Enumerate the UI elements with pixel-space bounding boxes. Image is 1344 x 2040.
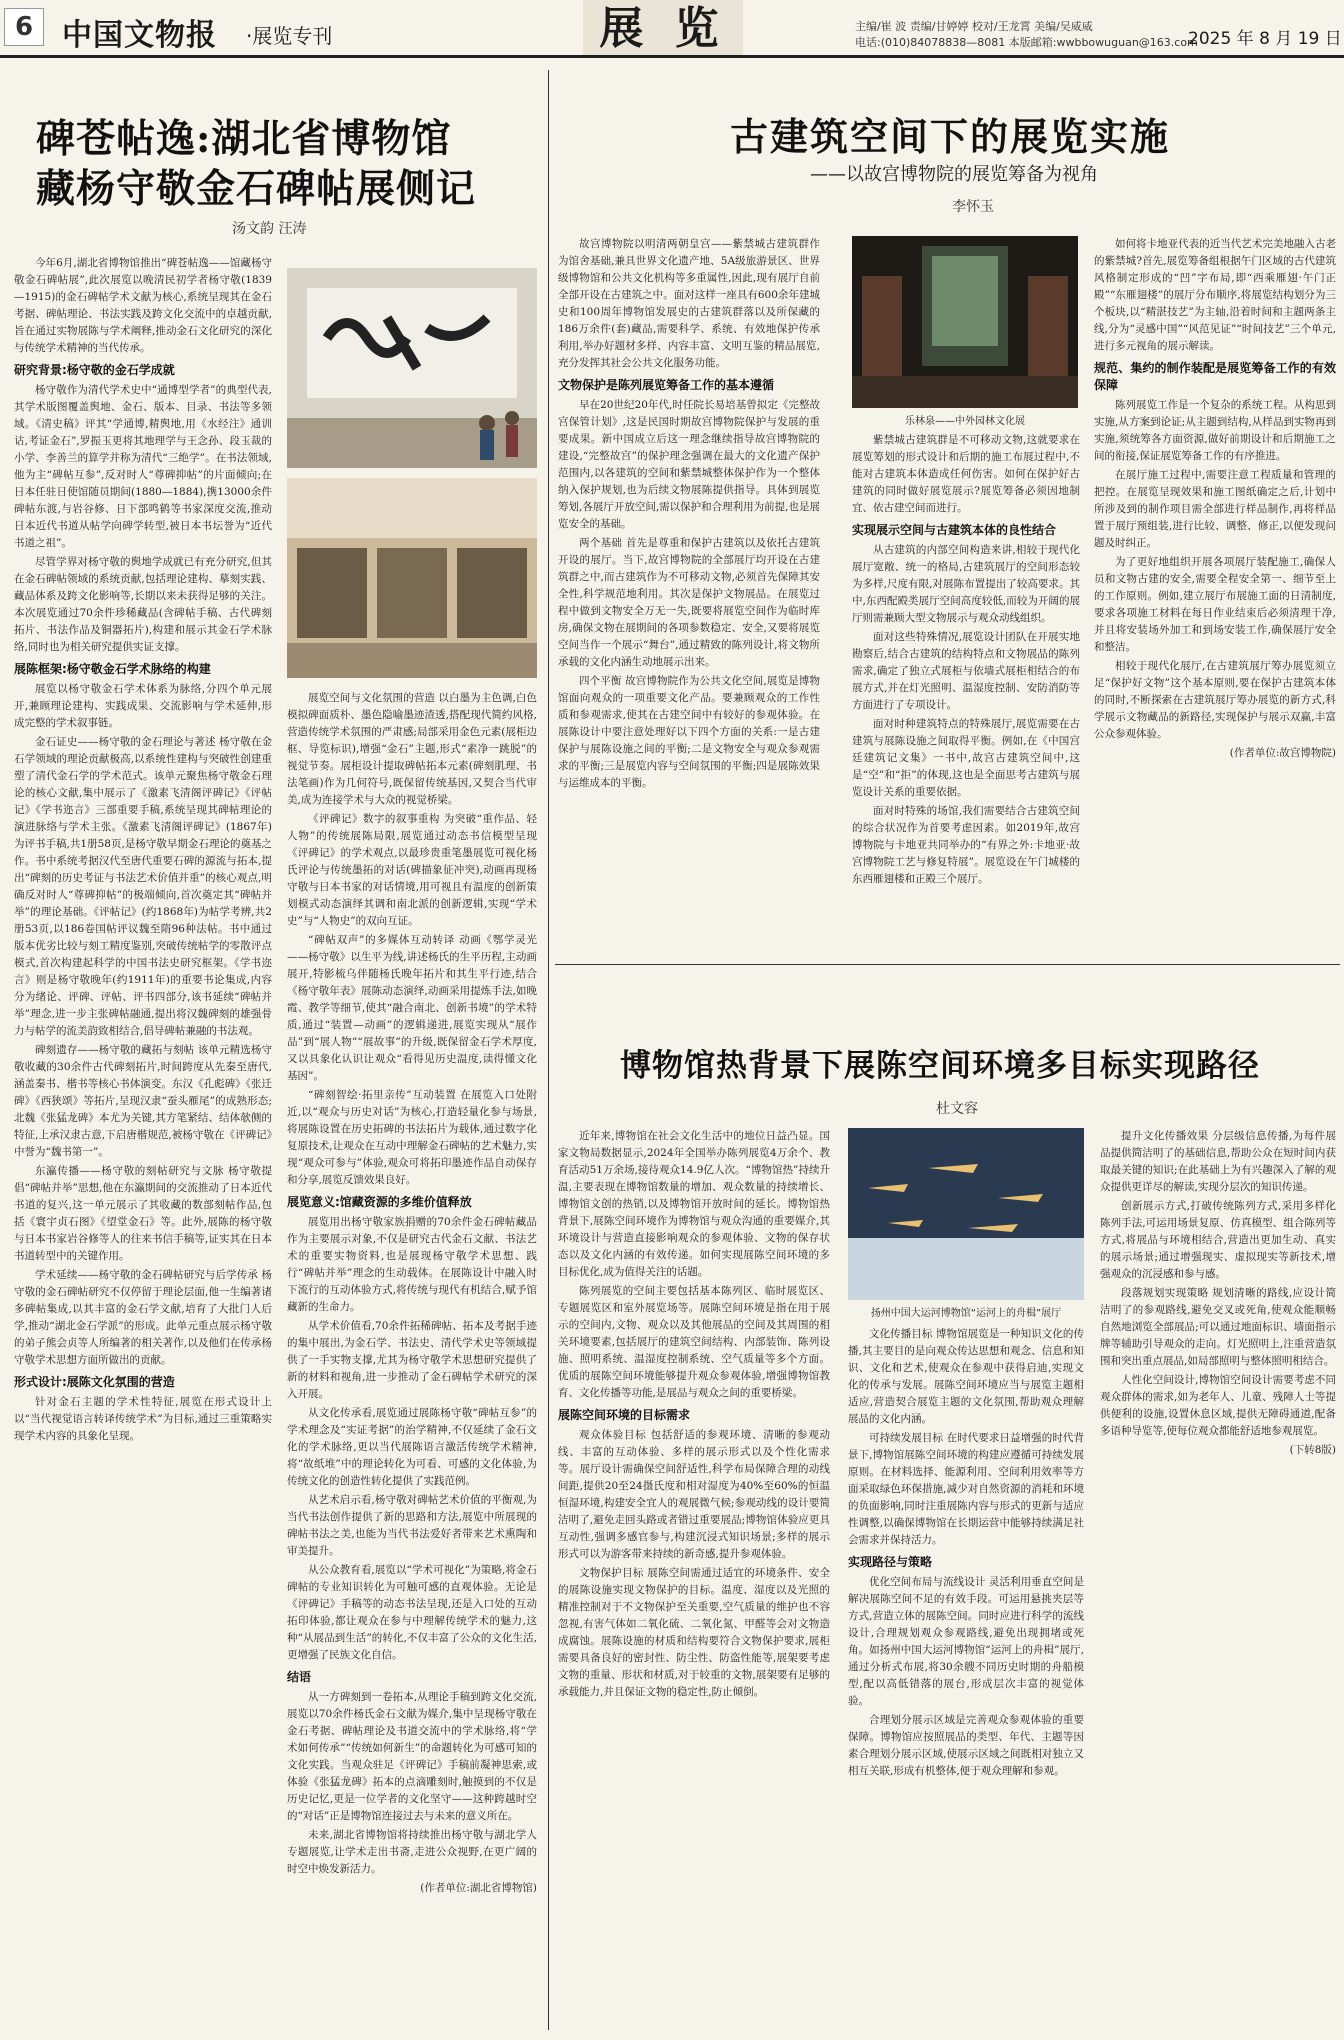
article3-paragraph: 可持续发展目标 在时代要求日益增强的时代背景下,博物馆展陈空间环境的构建应遵循可持续发展原则。在材料选择、能源利用、空间利用效率等方面采取绿色环保措施,减少对自然资源的消耗和环境的负面影响,同时注重展陈内容与形式的更新与适应性调整,以确保博物馆在长期运营中能够持续满足社会需求并保持活力。: [848, 1432, 1084, 1546]
article2-photo-caption: 乐林泉——中外园林文化展: [905, 416, 1025, 427]
page-number: 6: [4, 8, 44, 46]
article1-paragraph: 杨守敬作为清代学术史中“通博型学者”的典型代表,其学术版图覆盖舆地、金石、版本、目录、书法等多领域。《清史稿》评其“学通博,精舆地,用《水经注》通训诂,考证金石”,罗振玉更将其地理学与王念孙、段玉裁的小学、李善兰的算学并称为清代“三绝学”。在书法领域,他为主“碑帖互参”,反对时人“尊碑抑帖”的片面倾向;在日本任驻日使馆随员期间(1880—1884),携13000余件碑帖东渡,与岩谷修、日下部鸣鹤等书家深度交流,推动日本近代书道从帖学向碑学转型,被日本书坛誉为“近代书道之祖”。: [14, 384, 272, 549]
article1-column-2: [287, 690, 537, 2030]
article1-paragraph: 从学术价值看,70余件拓稀碑帖、拓本及考据手迹的集中展出,为金石学、书法史、清代学术史等领域提供了一手实物支撑,尤其为杨守敬学术思想研究提供了新的材料和视角,进一步推动了金石碑帖学术研究的深入开展。: [287, 1320, 537, 1400]
article1-paragraph: 从一方碑刻到一卷拓本,从理论手稿到跨文化交流,展览以70余件杨氏金石文献为媒介,集中呈现杨守敬在金石考据、碑帖理论及书道交流中的学术脉络,将“学术如何传承”“传统如何新生”的命题转化为可感可知的文化实践。当观众驻足《评碑记》手稿前凝神思索,或体验《张猛龙碑》拓本的点滴雕刻时,触摸到的不仅是历史记忆,更是一位学者的文化坚守——这种跨越时空的“对话”正是博物馆连接过去与未来的意义所在。: [287, 1691, 537, 1822]
article1-heading-4: 展览意义:馆藏资源的多维价值释放: [287, 1195, 472, 1209]
article2-author: 李怀玉: [952, 199, 994, 215]
article3-column-2: [848, 1326, 1084, 2028]
article1-intro: 今年6月,湖北省博物馆推出“碑苍帖逸——馆藏杨守敬金石碑帖展”,此次展览以晚清民初学者杨守敬(1839—1915)的金石碑帖学术文献为核心,系统呈现其在金石考据、碑帖理论、书法实践及跨文化交流中的卓越贡献,旨在通过实物展陈与学术阐释,推动金石文化研究的深化与传统学术精神的当代传承。: [14, 257, 272, 354]
article2-paragraph: 紫禁城古建筑群是不可移动文物,这就要求在展览筹划的形式设计和后期的施工布展过程中,不能对古建筑本体造成任何伤害。如何在保护好古建筑的同时做好展览展示?展览筹备必须因地制宜、依古建空间而进行。: [852, 434, 1080, 514]
article1-paragraph: 金石证史——杨守敬的金石理论与著述 杨守敬在金石学领域的理论贡献极高,以系统性建构与突破性创建重塑了清代金石学的学术范式。该单元聚焦杨守敬金石理论的核心文献,集中展示了《激素飞清阁评碑记》《评帖记》《学书迩言》三部重要手稿,系统呈现其碑帖理论的演进脉络与学术主张。《激素飞清阁评碑记》(1867年)为评书手稿,共1册58页,是杨守敬早期金石理论的奠基之作。书中系统考据汉代至唐代重要石碑的源流与拓本,提出“碑刻的历史考证与书法艺术价值并重”的核心观点,明确反对时人“尊碑抑帖”的极端倾向,首次奠定其“碑帖并举”的理论基础。《评帖记》(约1868年)为帖学考辨,共2册53页,以186卷国帖评议魏至隋96种法帖。书中通过版本优劣比较与刻工精度鉴别,突破传统帖学的零散评点模式,首次构建起科学的中国书法史研究框架。《学书迩言》则是杨守敬晚年(约1911年)的重要书论集成,内容分为绪论、评碑、评帖、评书四部分,该书延续“碑帖并举”理念,进一步主张碑帖融通,提出将汉魏碑刻的雄强骨力与帖学的流美韵致相结合,倡导碑帖兼融的书法观。: [14, 736, 272, 1037]
article2-paragraph: 面对时特殊的场馆,我们需要结合古建筑空间的综合状况作为首要考虑因素。如2019年,故宫博物院与卡地亚共同举办的“有界之外:卡地亚·故宫博物院工艺与修复特展”。展览设在午门城楼的东西雁翅楼和正殿三个展厅。: [852, 805, 1080, 885]
article3-paragraph: 提升文化传播效果 分层级信息传播,为每件展品提供简洁明了的基础信息,帮助公众在短时间内获取最关键的知识;在此基础上为有兴趣深入了解的观众提供更详尽的解读,实现分层次的知识传递。: [1100, 1130, 1336, 1193]
issue-date: 2025 年 8 月 19 日: [1188, 29, 1342, 49]
section-divider: [555, 964, 1340, 965]
article2-credit: (作者单位:故宫博物院): [1229, 747, 1336, 759]
editor-credits: 主编/崔 波 责编/甘婷婷 校对/王龙霄 美编/吴威威: [855, 20, 1093, 33]
article3-paragraph: 近年来,博物馆在社会文化生活中的地位日益凸显。国家文物局数据显示,2024年全国举办陈列展览4万余个、教育活动51万余场,接待观众14.9亿人次。“博物馆热”持续升温,主要表现在博物馆数量的增加、观众数量的持续增长、博物馆文创的热销,以及博物馆开放时间的延长。博物馆热背景下,展陈空间环境作为博物馆与观众沟通的重要媒介,其环境设计与营造直接影响观众的参观体验、文物的保存状态以及文化内涵的有效传递。如何实现展陈空间环境的多目标优化,成为值得关注的话题。: [558, 1130, 830, 1278]
article1-credit: (作者单位:湖北省博物馆): [420, 1882, 537, 1894]
article2-paragraph: 在展厅施工过程中,需要注意工程质量和管理的把控。在展览呈现效果和施工图纸确定之后,计划中所涉及到的制作项目需全部进行样品制作,再将样品置于展厅预组装,进行比较、调整、修正,以便发现问题及时纠正。: [1094, 469, 1336, 549]
article2-title: 古建筑空间下的展览实施: [730, 114, 1171, 159]
page-big-title: 展 览: [583, 0, 743, 58]
article1-heading-5: 结语: [287, 1670, 312, 1684]
article1-paragraph: 尽管学界对杨守敬的舆地学成就已有充分研究,但其在金石碑帖领域的系统贡献,包括理论建构、摹刻实践、藏品体系及跨文化影响等,长期以来未获得足够的关注。本次展览通过70余件珍稀藏品(含碑帖手稿、古代碑刻拓片、书法作品及铜器拓片),构建和展示其金石学术脉络,同时也为相关研究提供实证支撑。: [14, 556, 272, 653]
column-divider: [548, 70, 549, 2030]
article2-paragraph: 两个基础 首先是尊重和保护古建筑以及依托古建筑开设的展厅。当下,故宫博物院的全部展厅均开设在古建筑群之中,而古建筑作为不可移动文物,必须首先保障其安全性,科学规范地利用。其次是保护文物展品。在展览过程中做到文物安全万无一失,既要将展览空间作为临时库房,确保文物在展期间的各项参数稳定、安全,又要将展览空间当作一个展示“舞台”,通过精致的陈列设计,将文物所承载的文化内涵生动地展示出来。: [558, 537, 820, 668]
article3-photo-canal-museum: [848, 1128, 1084, 1300]
article3-photo-caption: 扬州中国大运河博物馆“运河上的舟楫”展厅: [870, 1308, 1062, 1319]
article1-photo-calligraphy: [287, 268, 537, 468]
article3-paragraph: 文物保护目标 展陈空间需通过适宜的环境条件、安全的展陈设施实现文物保护的目标。温度、湿度以及光照的精准控制对于不文物保护至关重要,空气质量的维护也不容忽视,有害气体如二氧化硫、二氧化氮、甲醛等会对文物造成腐蚀。展陈设施的材质和结构要符合文物保护要求,展柜需要具备良好的密封性、防尘性、防盗性能等,展架要考虑文物的重量、形状和材质,对于较重的文物,展架要有足够的承载能力,并且保证文物的稳定性,防止倾倒。: [558, 1567, 830, 1698]
article3-paragraph: 创新展示方式,打破传统陈列方式,采用多样化陈列手法,可运用场景复原、仿真模型、组合陈列等方式,将展品与环境相结合,营造出更加生动、真实的展示场景;通过增强现实、虚拟现实等新技术,增强观众的沉浸感和参与感。: [1100, 1200, 1336, 1280]
article1-heading-2: 展陈框架:杨守敬金石学术脉络的构建: [14, 662, 211, 676]
article2-column-1: [558, 236, 820, 956]
page-header: [0, 0, 1344, 52]
article1-paragraph: 从文化传承看,展览通过展陈杨守敬“碑帖互参”的学术理念及“实证考据”的治学精神,不仅延续了金石文化的学术脉络,更以当代展陈语言激活传统学术精神,将“故纸堆”中的理论转化为可看、可感的文化体验,为传统文化的创造性转化提供了实践范例。: [287, 1407, 537, 1487]
article2-photo-exhibition: [852, 236, 1078, 408]
article1-heading-3: 形式设计:展陈文化氛围的营造: [14, 1375, 175, 1389]
article1-paragraph: 从公众教育看,展览以“学术可视化”为策略,将金石碑帖的专业知识转化为可触可感的直观体验。无论是《评碑记》手稿等的动态书法呈现,还是入口处的互动拓印体验,都让观众在参与中理解传统学术的魅力,这种“从展品到生活”的转化,不仅丰富了公众的文化生活,更增强了民族文化自信。: [287, 1564, 537, 1661]
article1-paragraph: 针对金石主题的学术性特征,展览在形式设计上以“当代视觉语言转译传统学术”为目标,通过三重策略实现学术内容的具象化呈现。: [14, 1396, 272, 1442]
article2-paragraph: 面对时种建筑特点的特殊展厅,展览需要在古建筑与展陈设施之间取得平衡。例如,在《中国宫廷建筑记文集》一书中,故宫古建筑空间中,这是“空”和“拒”的体现,这也是全面思考古建筑与展览设计关系的重要依据。: [852, 718, 1080, 798]
article2-paragraph: 陈列展览工作是一个复杂的系统工程。从构思到实施,从方案到论证;从主题到结构,从样品到实物再到实施,须统筹各方面资源,做好前期设计和后期施工之间的衔接,保证展览筹备工作的有序推进。: [1094, 399, 1336, 462]
article1-paragraph: 《评碑记》数字的叙事重构 为突破“重作品、轻人物”的传统展陈局限,展览通过动态书信模型呈现《评碑记》的学术观点,以最珍贵重笔墨展览可视化杨氏评论与传统墨拓的对话(碑描象征冲突),动画再现杨守敬与日本书家的对话情境,用可视且有温度的创新策划模式动态演绎其调和南北派的创新逻辑,实现“学术史”与“人物史”的双向互证。: [287, 813, 537, 927]
article2-heading-1: 文物保护是陈列展览筹备工作的基本遵循: [558, 378, 775, 392]
header-rule: [0, 55, 1344, 58]
article3-paragraph: 陈列展览的空间主要包括基本陈列区、临时展览区、专题展览区和室外展览场等。展陈空间环境是指在用于展示的空间内,文物、观众以及其他展品的空间及其周围的相关环境要素,包括展厅的建筑空间结构、内部装饰、陈列设施、照明系统、温湿度控制系统、空气质量等多个方面。优质的展陈空间环境能够提升观众参观体验,增强博物馆教育、文化传播等功能,是展品与观众之间的重要桥梁。: [558, 1285, 830, 1399]
article1-paragraph: 展览空间与文化氛围的营造 以白墨为主色调,白色模拟碑面质朴、墨色隐喻墨迹渣透,搭配现代简约风格,营造传统学术氛围的严肃感;局部采用金色元素(展柜边框、导览标识),增强“金石”主题,形式“素净一跳脱”的视觉节奏。展柜设计提取碑帖拓本元素(碑刻肌理、书法笔画)作为几何符号,既保留传统基因,又契合当代审美,成为连接学术与大众的视觉桥梁。: [287, 692, 537, 806]
article2-paragraph: 如何将卡地亚代表的近当代艺术完美地融入古老的紫禁城?首先,展览筹备组根据午门区域的古代建筑风格制定形成的“凹”字布局,即“西乘雁翅·午门正殿”“东雁翅楼”的展厅分布顺序,将展览结构划分为三个板块,以“精湛技艺”为主轴,沿着时间和主题两条主线,分为“灵感中国”“风范见证”“时间技艺”三个单元,进行多元视角的展示解读。: [1094, 238, 1336, 352]
article3-column-1: [558, 1128, 830, 2028]
article3-author: 杜文容: [936, 1101, 978, 1117]
article1-paragraph: 展览用出杨守敬家族捐赠的70余件金石碑帖藏品作为主要展示对象,不仅是研究古代金石文献、书法艺术的重要实物资料,也是展现杨守敬学术思想、践行“碑帖并举”理念的生动载体。在展陈设计中融入时下流行的互动体验方式,将传统与现代有机结合,赋予馆藏新的生命力。: [287, 1216, 537, 1313]
article1-heading-1: 研究背景:杨守敬的金石学成就: [14, 363, 175, 377]
article2-paragraph: 相较于现代化展厅,在古建筑展厅筹办展览须立足“保护好文物”这个基本原则,要在保护古建筑本体的同时,不断探索在古建筑展厅筹办展览的新方式,科学展示文物藏品的新路径,实现保护与展示双赢,丰富公众参观体验。: [1094, 660, 1336, 740]
article2-subtitle: ——以故宫博物院的展览筹备为视角: [810, 164, 1098, 185]
article2-heading-3: 规范、集约的制作装配是展览筹备工作的有效保障: [1094, 361, 1336, 392]
article1-title-line1: 碑苍帖逸:湖北省博物馆: [36, 116, 452, 162]
newspaper-name: 中国文物报: [62, 18, 217, 53]
article3-paragraph: 合理划分展示区域是完善观众参观体验的重要保障。博物馆应按照展品的类型、年代、主题等因素合理划分展示区域,使展示区域之间既相对独立又相互关联,形成有机整体,便于观众理解和参观。: [848, 1714, 1084, 1777]
article1-paragraph: 碑刻遗存——杨守敬的藏拓与刻帖 该单元精选杨守敬收藏的30余件古代碑刻拓片,时间跨度从先秦至唐代,涵盖秦书、楷书等核心书体演变。东汉《孔彪碑》《张迁碑》《西狭颂》等拓片,呈现汉隶“蚕头雁尾”的成熟形态;北魏《张猛龙碑》本尤为关键,其方笔紧结、结体欹侧的特征,上承汉隶古意,下启唐楷规范,被杨守敬在《评碑记》中誉为“魏书第一”。: [14, 1044, 272, 1158]
article1-author: 汤文韵 汪涛: [232, 221, 307, 237]
article2-paragraph: 早在20世纪20年代,时任院长易培基曾拟定《完整故宫保管计划》,这是民国时期故宫博物院保护与发展的重要成果。新中国成立后这一理念继续指导故宫博物院的建设,“完整故宫”的保护理念强调在最大的文化遗产保护范围内,以各建筑的空间和紫禁城整体保护作为一个整体纳入保护规划,也为后续文物展陈提供指导。具体到展览筹划,各展厅开放空间,需以保护和合理利用为前提,也是展览安全的基础。: [558, 399, 820, 530]
article1-paragraph: 东瀛传播——杨守敬的刻帖研究与文脉 杨守敬提倡“碑帖并举”思想,他在东瀛期间的交流推动了日本近代书道的复兴,这一单元展示了其收藏的数部刻帖作品,包括《寰宇贞石图》《望堂金石》等。此外,展陈的杨守敬与日本书家岩谷修等人的往来书信手稿等,证实其在日本书道转型中的关键作用。: [14, 1165, 272, 1262]
article1-paragraph: 学术延续——杨守敬的金石碑帖研究与后学传承 杨守敬的金石碑帖研究不仅停留于理论层面,他一生编著诸多碑帖集成,以其丰富的金石学文献,培育了大批门人后学,推动“湖北金石学派”的形成。此单元重点展示杨守敬的弟子熊会贞等人所编著的相关著作,以及他们在传承杨守敬学术思想方面所做出的贡献。: [14, 1269, 272, 1366]
contact-line: 电话:(010)84078838—8081 本版邮箱:wwbbowuguan@163.com: [855, 36, 1198, 49]
article3-paragraph: 人性化空间设计,博物馆空间设计需要考虑不同观众群体的需求,如为老年人、儿童、残障人士等提供便利的设施,设置休息区域,提供无障碍通道,配备多语种导览等,使每位观众都能舒适地参观展览。: [1100, 1374, 1336, 1437]
article3-paragraph: 观众体验目标 包括舒适的参观环境、清晰的参观动线、丰富的互动体验、多样的展示形式以及个性化需求等。展厅设计需确保空间舒适性,科学布局保障合理的动线间距,提供20至24摄氏度和相对湿度为40%至60%的恒温恒湿环境,构建安全宜人的观展微气候;参观动线的设计要简洁明了,避免走回头路或者错过重要展品;博物馆体验应更具互动性,强调多感官参与,构建沉浸式知识场景;多样的展示形式可以为游客带来持续的新奇感,提升参观体验。: [558, 1429, 830, 1560]
article2-column-2: [852, 432, 1080, 956]
article3-paragraph: 优化空间布局与流线设计 灵活利用垂直空间是解决展陈空间不足的有效手段。可运用悬挑夹层等方式,营造立体的展陈空间。同时应进行科学的流线设计,合理规划观众参观路线,避免出现拥堵或死角。如扬州中国大运河博物馆“运河上的舟楫”展厅,通过分析式布展,将30余艘不同历史时期的舟船模型,配以高低错落的展台,形成层次丰富的视觉体验。: [848, 1576, 1084, 1707]
article2-paragraph: 故宫博物院以明清两朝皇宫——紫禁城古建筑群作为馆舍基础,兼具世界文化遗产地、5A级旅游景区、世界级博物馆和公共文化机构等多重属性,因此,现有展厅自前全部开设在古建筑之中。面对这样一座具有600余年建城史和100周年博物馆发展史的古建筑群落以及所保藏的186万余件(套)藏品,需要科学、系统、有效地保护传承利用,举办好题材多样、内容丰富、文明互鉴的精品展览,充分发挥其社会公共文化服务功能。: [558, 238, 820, 369]
article1-column-1: [14, 255, 272, 2030]
article1-paragraph: 未来,湖北省博物馆将持续推出杨守敬与湖北学人专题展览,让学术走出书斋,走进公众视野,在更广阔的时空中焕发新活力。: [287, 1829, 537, 1875]
article1-paragraph: “碑帖双声”的多媒体互动转译 动画《鄂学灵光——杨守敬》以生平为线,讲述杨氏的生平历程,主动画展开,特影梳乌伴随杨氏晚年拓片和其生平行迹,结合《杨守敬年表》展陈动态演绎,动画采用提炼手法,如晚霞、教学等细节,使其“融合南北、创新书境”的学术特质,通过“装置—动画”的逻辑递进,展览实现从“展作品”到“展人物”“展故事”的升级,既保留金石学术厚度,又以具象化认识让观众“看得见历史温度,读得懂文化基因”。: [287, 934, 537, 1082]
article3-paragraph: 文化传播目标 博物馆展览是一种知识文化的传播,其主要目的是向观众传达思想和观念、信息和知识、文化和艺术,使观众在参观中获得启迪,实现文化的传承与发展。展陈空间环境应当与展览主题相适应,营造契合展览主题的文化氛围,帮助观众理解展品的文化内涵。: [848, 1328, 1084, 1425]
article2-column-3: [1094, 236, 1336, 956]
article2-paragraph: 四个平衡 故宫博物院作为公共文化空间,展览是博物馆面向观众的一项重要文化产品。要兼顾观众的工作性质和参观需求,使其在古建空间中有较好的参观体验。在展陈设计中要注意处理好以下四个方面的关系:一是古建保护与展陈设施之间的平衡;二是文物安全与观众参观需求的平衡;三是展览内容与空间氛围的平衡;四是展陈效果与运维成本的平衡。: [558, 675, 820, 789]
article3-column-3: [1100, 1128, 1336, 2028]
article2-heading-2: 实现展示空间与古建筑本体的良性结合: [852, 523, 1057, 537]
article3-heading-2: 实现路径与策略: [848, 1555, 933, 1569]
article2-paragraph: 面对这些特殊情况,展览设计团队在开展实地勘察后,结合古建筑的结构特点和文物展品的陈列需求,确定了独立式展柜与依墙式展柜相结合的布展方式,并在灯光照明、温湿度控制、安防消防等方面进行了专项设计。: [852, 631, 1080, 711]
section-name: ·展览专刊: [246, 24, 333, 48]
article3-title: 博物馆热背景下展陈空间环境多目标实现路径: [620, 1048, 1260, 1084]
article1-photo-gallery: [287, 478, 537, 678]
article3-paragraph: 段落规划实现策略 规划清晰的路线,应设计简洁明了的参观路线,避免交叉或死角,使观众能顺畅自然地浏览全部展品;可以通过地面标识、墙面指示牌等辅助引导观众的走向。灯光照明上,注重营造氛围和突出重点展品,如局部照明与整体照明相结合。: [1100, 1287, 1336, 1367]
article2-paragraph: 为了更好地组织开展各项展厅装配施工,确保人员和文物古建的安全,需要全程安全第一、细节至上的工作原则。例如,建立展厅布展施工面的日清制度,要求各项施工材料在每日作业结束后必须清理干净,并且将安装场外加工和到场安装工作,确保展厅安全和整洁。: [1094, 556, 1336, 653]
article1-paragraph: 从艺术启示看,杨守敬对碑帖艺术价值的平衡观,为当代书法创作提供了新的思路和方法,展览中所展现的碑帖书法之美,也能为当代书法爱好者带来艺术熏陶和审美提升。: [287, 1494, 537, 1557]
article1-paragraph: “碑刻智绘·拓里亲传”互动装置 在展览入口处附近,以“观众与历史对话”为核心,打造轻量化参与场景,将展陈设置在历史拓碑的书法拓片为载体,通过数字化复原技术,让观众在互动中理解金石碑帖的艺术魅力,实现“观众可参与”体验,观众可将拓印墨迹作品自动保存和分享,展览反馈效果良好。: [287, 1089, 537, 1186]
article1-title-line2: 藏杨守敬金石碑帖展侧记: [36, 166, 477, 212]
article1-paragraph: 展览以杨守敬金石学术体系为脉络,分四个单元展开,兼顾理论建构、实践成果、交流影响与学术延伸,形成完整的学术叙事链。: [14, 683, 272, 729]
article3-continued: (下转8版): [1289, 1444, 1336, 1456]
article2-paragraph: 从古建筑的内部空间构造来讲,相较于现代化展厅宽敞、统一的格局,古建筑展厅的空间形态较为多样,尺度有限,对展陈布置提出了较高要求。其中,东西配殿类展厅空间高度较低,而较为开阔的展厅则需兼顾大型文物展示与观众动线组织。: [852, 544, 1080, 624]
article3-heading-1: 展陈空间环境的目标需求: [558, 1408, 691, 1422]
